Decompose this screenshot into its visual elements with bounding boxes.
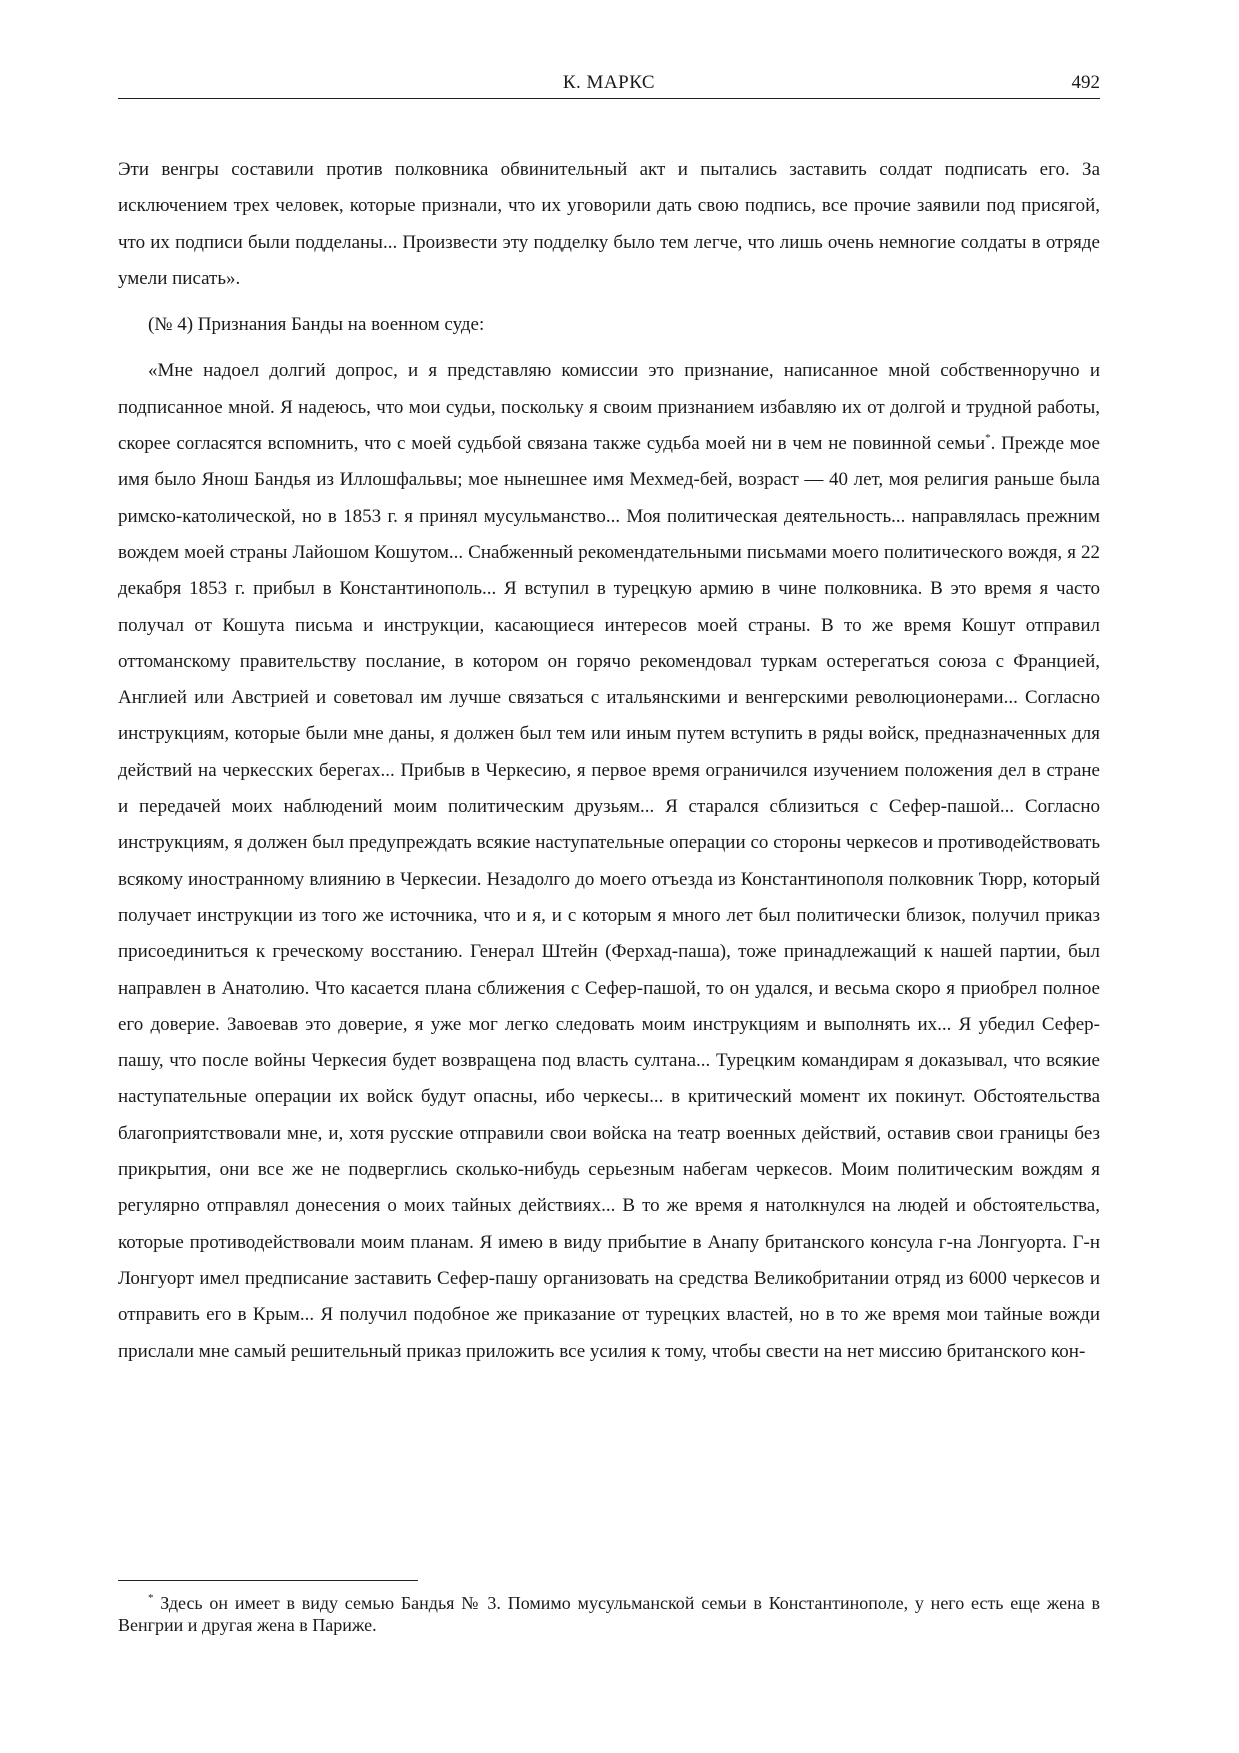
paragraph-continuation: Эти венгры составили против полковника обвинительный акт и пытались заставить солдат подписать его. За исключением трех человек, которые признали, что их уговорили дать свою подпись, все прочие заявили под присягой, что их подписи были подделаны... Произвести эту подделку было тем легче, что лишь очень немногие солдаты в отряде умели писать». bbox=[118, 159, 1100, 289]
footnote-separator bbox=[118, 1580, 418, 1581]
main-text bbox=[118, 152, 1100, 1370]
footnote-reference[interactable]: * bbox=[985, 432, 991, 445]
quote-paragraph bbox=[118, 353, 1100, 1369]
header-author: К. МАРКС bbox=[562, 72, 656, 93]
running-header bbox=[118, 72, 1100, 99]
footnote bbox=[118, 1592, 1100, 1636]
footnote-mark: * bbox=[148, 1592, 154, 1604]
footnote-text: Здесь он имеет в виду семью Бандья № 3. Помимо мусульманской семьи в Константинополе, у него есть еще жена в Венгрии и другая жена в Париже. bbox=[118, 1593, 1100, 1635]
paragraph-heading-no4: (№ 4) Признания Банды на военном суде: bbox=[148, 314, 485, 336]
page-number: 492 bbox=[1071, 72, 1100, 93]
quote-part-2: . Прежде мое имя было Янош Бандья из Иллошфальвы; мое нынешнее имя Мехмед-бей, возраст — 40 лет, моя религия раньше была римско-католической, но в 1853 г. я принял мусульманство... Моя политическая деятельность... направлялась прежним вождем моей страны Лайошом Кошутом... Снабженный рекомендательными письмами моего политического вождя, я 22 декабря 1853 г. прибыл в Константинополь... Я вступил в турецкую армию в чине полковника. В это время я часто получал от Кошута письма и инструкции, касающиеся интересов моей страны. В то же время Кошут отправил оттоманскому правительству послание, в котором он горячо рекомендовал туркам остерегаться союза с Францией, Англией или Австрией и советовал им лучше связаться с итальянскими и венгерскими революционерами... Согласно инструкциям, которые были мне даны, я должен был тем или иным путем вступить в ряды войск, предназначенных для действий на черкесских берегах... Прибыв в Черкесию, я первое время ограничился изучением положения дел в стране и передачей моих наблюдений моим политическим друзьям... Я старался сблизиться с Сефер-пашой... Согласно инструкциям, я должен был предупреждать всякие наступательные операции со стороны черкесов и противодействовать всякому иностранному влиянию в Черкесии. Незадолго до моего отъезда из Константинополя полковник Тюрр, который получает инструкции из того же источника, что и я, и с которым я много лет был политически близок, получил приказ присоединиться к греческому восстанию. Генерал Штейн (Ферхад-паша), тоже принадлежащий к нашей партии, был направлен в Анатолию. Что касается плана сближения с Сефер-пашой, то он удался, и весьма скоро я приобрел полное его доверие. Завоевав это доверие, я уже мог легко следовать моим инструкциям и выполнять их... Я убедил Сефер-пашу, что после войны Черкесия будет возвращена под власть султана... Турецким командирам я доказывал, что всякие наступательные операции их войск будут опасны, ибо черкесы... в критический момент их покинут. Обстоятельства благоприятствовали мне, и, хотя русские отправили свои войска на театр военных действий, оставив свои границы без прикрытия, они все же не подверглись сколько-нибудь серьезным набегам черкесов. Моим политическим вождям я регулярно отправлял донесения о моих тайных действиях... В то же время я натолкнулся на людей и обстоятельства, которые противодействовали моим планам. Я имею в виду прибытие в Анапу британского консула г-на Лонгуорта. Г-н Лонгуорт имел предписание заставить Сефер-пашу организовать на средства Великобритании отряд из 6000 черкесов и отправить его в Крым... Я получил подобное же приказание от турецких властей, но в то же время мои тайные вожди прислали мне самый решительный приказ приложить все усилия к тому, чтобы свести на нет миссию британского кон- bbox=[118, 433, 1100, 1362]
quote-part-1: «Мне надоел долгий допрос, и я представляю комиссии это признание, написанное мной собственноручно и подписанное мной. Я надеюсь, что мои судьи, поскольку я своим признанием избавляю их от долгой и трудной работы, скорее согласятся вспомнить, что с моей судьбой связана также судьба моей ни в чем не повинной семьи bbox=[118, 360, 1100, 455]
